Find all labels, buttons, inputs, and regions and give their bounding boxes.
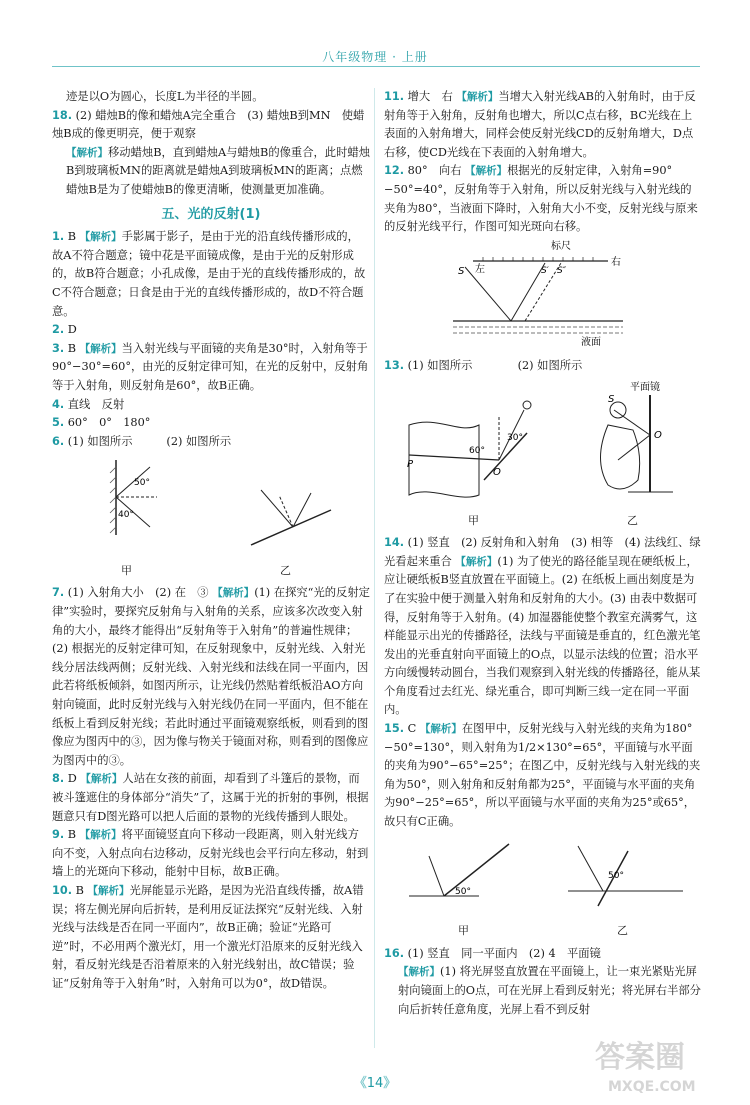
q11-tag: 【解析】 (456, 91, 499, 103)
q16-analysis-text: (1) 将光屏竖直放置在平面镜上，让一束光紧贴光屏射向镜面上的O点，可在光屏上看到反射光；将光屏右半部分向后折转任意角度，光屏上看不到反射 (398, 965, 701, 1016)
watermark-logo (590, 1029, 720, 1099)
q13-mirror-label: 平面镜 (629, 381, 660, 393)
q1-num: 1. (52, 230, 65, 244)
q2-text: D (67, 323, 77, 337)
q18-answer (52, 107, 370, 144)
q18-answer-text: (2) 蜡烛B的像和蜡烛A完全重合 (3) 蜡烛B到MN 使蜡烛B成的像更明亮，便于观察 (52, 108, 365, 141)
q6-angle-50: 50° (133, 478, 150, 489)
q13-S-label: S (607, 393, 614, 405)
q13-figure-a (399, 385, 549, 530)
q12-S1-label: S′ (541, 265, 549, 276)
q10-num: 10. (52, 883, 73, 897)
q15-figure-b (558, 836, 688, 941)
q14-tag: 【解析】 (455, 555, 498, 568)
q12-figure (384, 239, 702, 356)
q9-lead: B (67, 828, 77, 842)
q3-lead: B (67, 341, 77, 355)
q13-diagram-b (578, 380, 688, 505)
watermark-text: 答案圈 (595, 1040, 685, 1075)
section-title: 五、光的反射(1) (161, 206, 261, 222)
q13-figure-b (578, 380, 688, 530)
q13-num: 13. (384, 359, 405, 373)
q11-num: 11. (384, 90, 405, 103)
q10-lead: B (75, 883, 84, 897)
q15-caption-a: 甲 (458, 924, 469, 938)
q15-num: 15. (384, 722, 405, 736)
q3-text: 当入射光线与平面镜的夹角是30°时，入射角等于90°−30°=60°，由光的反射定律可知，在光的反射中，反射角等于入射角，则反射角是60°，故B正确。 (52, 341, 369, 392)
q6-angle-40: 40° (117, 510, 134, 521)
q3-tag: 【解析】 (79, 342, 122, 355)
q8-num: 8. (52, 772, 65, 786)
q12-left-label: 左 (475, 263, 485, 275)
q13-caption-a: 甲 (468, 513, 479, 527)
q10 (52, 882, 370, 994)
q13-O1-label: O (492, 466, 501, 478)
q7-tag: 【解析】 (212, 587, 255, 600)
q7-lead: (1) 入射角大小 (2) 在 ③ (67, 586, 209, 600)
q16-tag: 【解析】 (398, 966, 440, 979)
q6-diagram-b (231, 475, 341, 555)
q12-S-label: S (458, 265, 465, 277)
q15-text: 在图甲中，反射光线与入射光线的夹角为180°−50°=130°，则入射角为1/2×130°=65°，平面镜与水平面的夹角为90°−65°=25°；在图乙中，反射光线与入射光线的夹角为50°，则入射角和反射角都为25°，平面镜与水平面的夹角为90°−25°=65°，所以平面镜与水平面的夹角为25°或65°，故只有C正确。 (384, 722, 701, 829)
q12-right-label: 右 (611, 256, 621, 268)
q12-ruler-label: 标尺 (551, 240, 571, 252)
q14 (384, 534, 702, 720)
q15 (384, 720, 702, 832)
q12-liquid-label: 液面 (581, 336, 601, 348)
q4 (52, 396, 370, 415)
q7-num: 7. (52, 586, 65, 600)
book-title: 八年级物理 · 上册 (322, 50, 428, 64)
q11-text: 当增大入射光线AB的入射角时，由于反射角等于入射角，反射角也增大，所以C点右移，BC光线在上表面的入射角增大，同样会使反射光线CD的反射角增大，D点右移，使CD光线在下表面的入射角增大。 (384, 90, 696, 159)
page-number-text: 14 (366, 1076, 384, 1091)
q7 (52, 584, 370, 770)
q9-text: 将平面镜竖直向下移动一段距离，则入射光线方向不变，入射点向右边移动，反射光线也会平行向左移动，射到墙上的光斑向下移动，能射中目标，故B正确。 (52, 828, 369, 879)
q10-tag: 【解析】 (87, 884, 130, 897)
q14-lead: (1) 竖直 (2) 反射角和入射角 (3) 相等 (4) 法线红、绿光看起来重合 (384, 536, 701, 568)
q6-caption-b: 乙 (280, 563, 291, 577)
q6-caption-a: 甲 (121, 563, 132, 577)
q6-text: (1) 如图所示 (2) 如图所示 (67, 434, 232, 448)
q13-diagram-a (399, 385, 549, 505)
q12-tag: 【解析】 (465, 165, 508, 178)
q2-num: 2. (52, 323, 65, 337)
q1 (52, 228, 370, 321)
q12-text: 根据光的反射定律，入射角=90°−50°=40°，反射角等于入射角，所以反射光线与入射光线的夹角为80°，当液面下降时，入射角大小不变，反射光线与原来的反射光线平行，作图可知光斑向右移。 (384, 164, 698, 234)
q13-P-label: P (406, 458, 413, 470)
q15-angle-b: 50° (607, 870, 624, 881)
q7-text: (1) 在探究“光的反射定律”实验时，要探究反射角与入射角的关系，应该多次改变入射角的大小，最终才能得出“反射角等于入射角”的普遍性规律；(2) 根据光的反射定律可知，在反射现象中，反射光线、入射光线分居法线两侧；反射光线、入射光线和法线在同一平面内，因此若将纸板倾斜，如图丙所示，让光线仍然贴着纸板沿AO方向射向镜面，此时反射光线与入射光线仍在同一平面内，但不能在纸板上看到反射光线；若此时通过平面镜观察纸板，则看到的图像应为图丙中的③，因为像与物关于镜面对称，则看到的图像应为图丙中的③。 (52, 586, 370, 767)
q15-angle-a: 50° (454, 886, 471, 897)
q6-figures (52, 455, 370, 580)
q8-tag: 【解析】 (80, 773, 123, 786)
q8 (52, 770, 370, 826)
q16 (384, 945, 702, 964)
q13-text: (1) 如图所示 (2) 如图所示 (407, 359, 583, 373)
q3 (52, 340, 370, 396)
q15-tag: 【解析】 (419, 723, 462, 736)
header-rule (52, 66, 700, 67)
q4-num: 4. (52, 397, 65, 411)
watermark-url: MXQE.COM (608, 1079, 696, 1095)
left-column (52, 88, 370, 994)
q1-tag: 【解析】 (79, 231, 122, 244)
right-column (384, 88, 702, 1019)
q2 (52, 321, 370, 340)
q1-text: 手影属于影子，是由于光的沿直线传播形成的，故A不符合题意；镜中花是平面镜成像，是由于光的反射形成的，故B符合题意；小孔成像，是由于光的直线传播形成的，故C不符合题意；日食是由于光的直线传播形成的，故D不符合题意。 (52, 230, 366, 318)
q16-lead: (1) 竖直 同一平面内 (2) 4 平面镜 (407, 946, 601, 960)
q12-num: 12. (384, 164, 405, 178)
q8-lead: D (67, 772, 77, 786)
q15-caption-b: 乙 (617, 924, 628, 938)
q15-lead: C (407, 722, 417, 736)
q13-angle-30: 30° (506, 432, 523, 443)
q5 (52, 414, 370, 433)
q18-tag: 【解析】 (66, 146, 108, 159)
q15-figures (384, 836, 702, 941)
q16-num: 16. (384, 946, 405, 960)
q15-diagram-a (399, 836, 529, 916)
page-header (0, 0, 750, 70)
q5-text: 60° 0° 180° (67, 416, 151, 430)
q6-figure-a (82, 455, 172, 580)
q5-num: 5. (52, 416, 65, 430)
q13-O2-label: O (653, 429, 662, 441)
q10-text: 光屏能显示光路，是因为光沿直线传播，故A错误；将左侧光屏向后折转，是利用反证法探究“反射光线、入射光线与法线是否在同一平面内”，故B正确；验证“光路可逆”时，不必用两个激光灯，用一个激光灯沿原来的反射光线入射，看反射光线是否沿着原来的入射光线射出，故C错误；验证“反射角等于入射角”时，入射角可以为0°，故D错误。 (52, 883, 364, 990)
q1-lead: B (67, 230, 77, 244)
sun-icon (523, 401, 531, 409)
q18-analysis-text: 移动蜡烛B，直到蜡烛A与蜡烛B的像重合，此时蜡烛B到玻璃板MN的距离就是蜡烛A到玻璃板MN的距离；点燃蜡烛B是为了使蜡烛B的像更清晰，使测量更加准确。 (66, 145, 370, 196)
q6-diagram-a (82, 455, 172, 555)
q12-S2-label: S″ (557, 265, 567, 276)
q6-figure-b (231, 475, 341, 580)
q9 (52, 826, 370, 882)
q12-lead: 80° 向右 (407, 164, 462, 178)
q11-lead: 增大 右 (407, 90, 453, 103)
q9-tag: 【解析】 (79, 829, 122, 842)
q13 (384, 357, 702, 376)
page-bracket-right: 》 (383, 1076, 397, 1091)
q18-num: 18. (52, 108, 73, 122)
q18-analysis (52, 144, 370, 200)
intro-text: 迹是以O为圆心，长度L为半径的半圆。 (66, 90, 264, 103)
q12 (384, 162, 702, 236)
q16-analysis (384, 963, 702, 1019)
q9-num: 9. (52, 828, 65, 842)
q12-diagram (433, 239, 653, 349)
page-number (330, 1072, 420, 1091)
q11 (384, 88, 702, 162)
q8-text: 人站在女孩的前面，却看到了斗篷后的景物，而被斗篷遮住的身体部分“消失”了，这属于光的折射的事例，根据题意只有D图光路可以把人后面的景物的光线传播到人眼处。 (52, 772, 369, 823)
q6-num: 6. (52, 434, 65, 448)
q6 (52, 433, 370, 452)
q13-caption-b: 乙 (627, 513, 638, 527)
q14-num: 14. (384, 536, 405, 550)
q15-diagram-b (558, 836, 688, 916)
q13-figures (384, 380, 702, 530)
q13-angle-60: 60° (468, 445, 485, 456)
q14-text: (1) 为了使光的路径能呈现在硬纸板上，应让硬纸板B竖直放置在平面镜上。(2) 在纸板上画出刻度是为了在实验中便于测量入射角和反射角的大小。(3) 由表中数据可得，反射角等于入射角。(4) 加湿器能使整个教室充满雾气，这样能显示出光的传播路径，法线与平面镜是垂直的，红色激光笔发出的光垂直射向平面镜上的O点，以显示法线的位置；沿水平方向缓慢转动圆台，当我们观察到入射光线的传播路径，能从某个角度看过去红光、绿光重合，即可判断三线一定在同一平面内。 (384, 554, 701, 717)
q15-figure-a (399, 836, 529, 941)
q4-text: 直线 反射 (67, 397, 125, 411)
q3-num: 3. (52, 341, 65, 355)
page-bracket-left: 《 (353, 1076, 367, 1091)
